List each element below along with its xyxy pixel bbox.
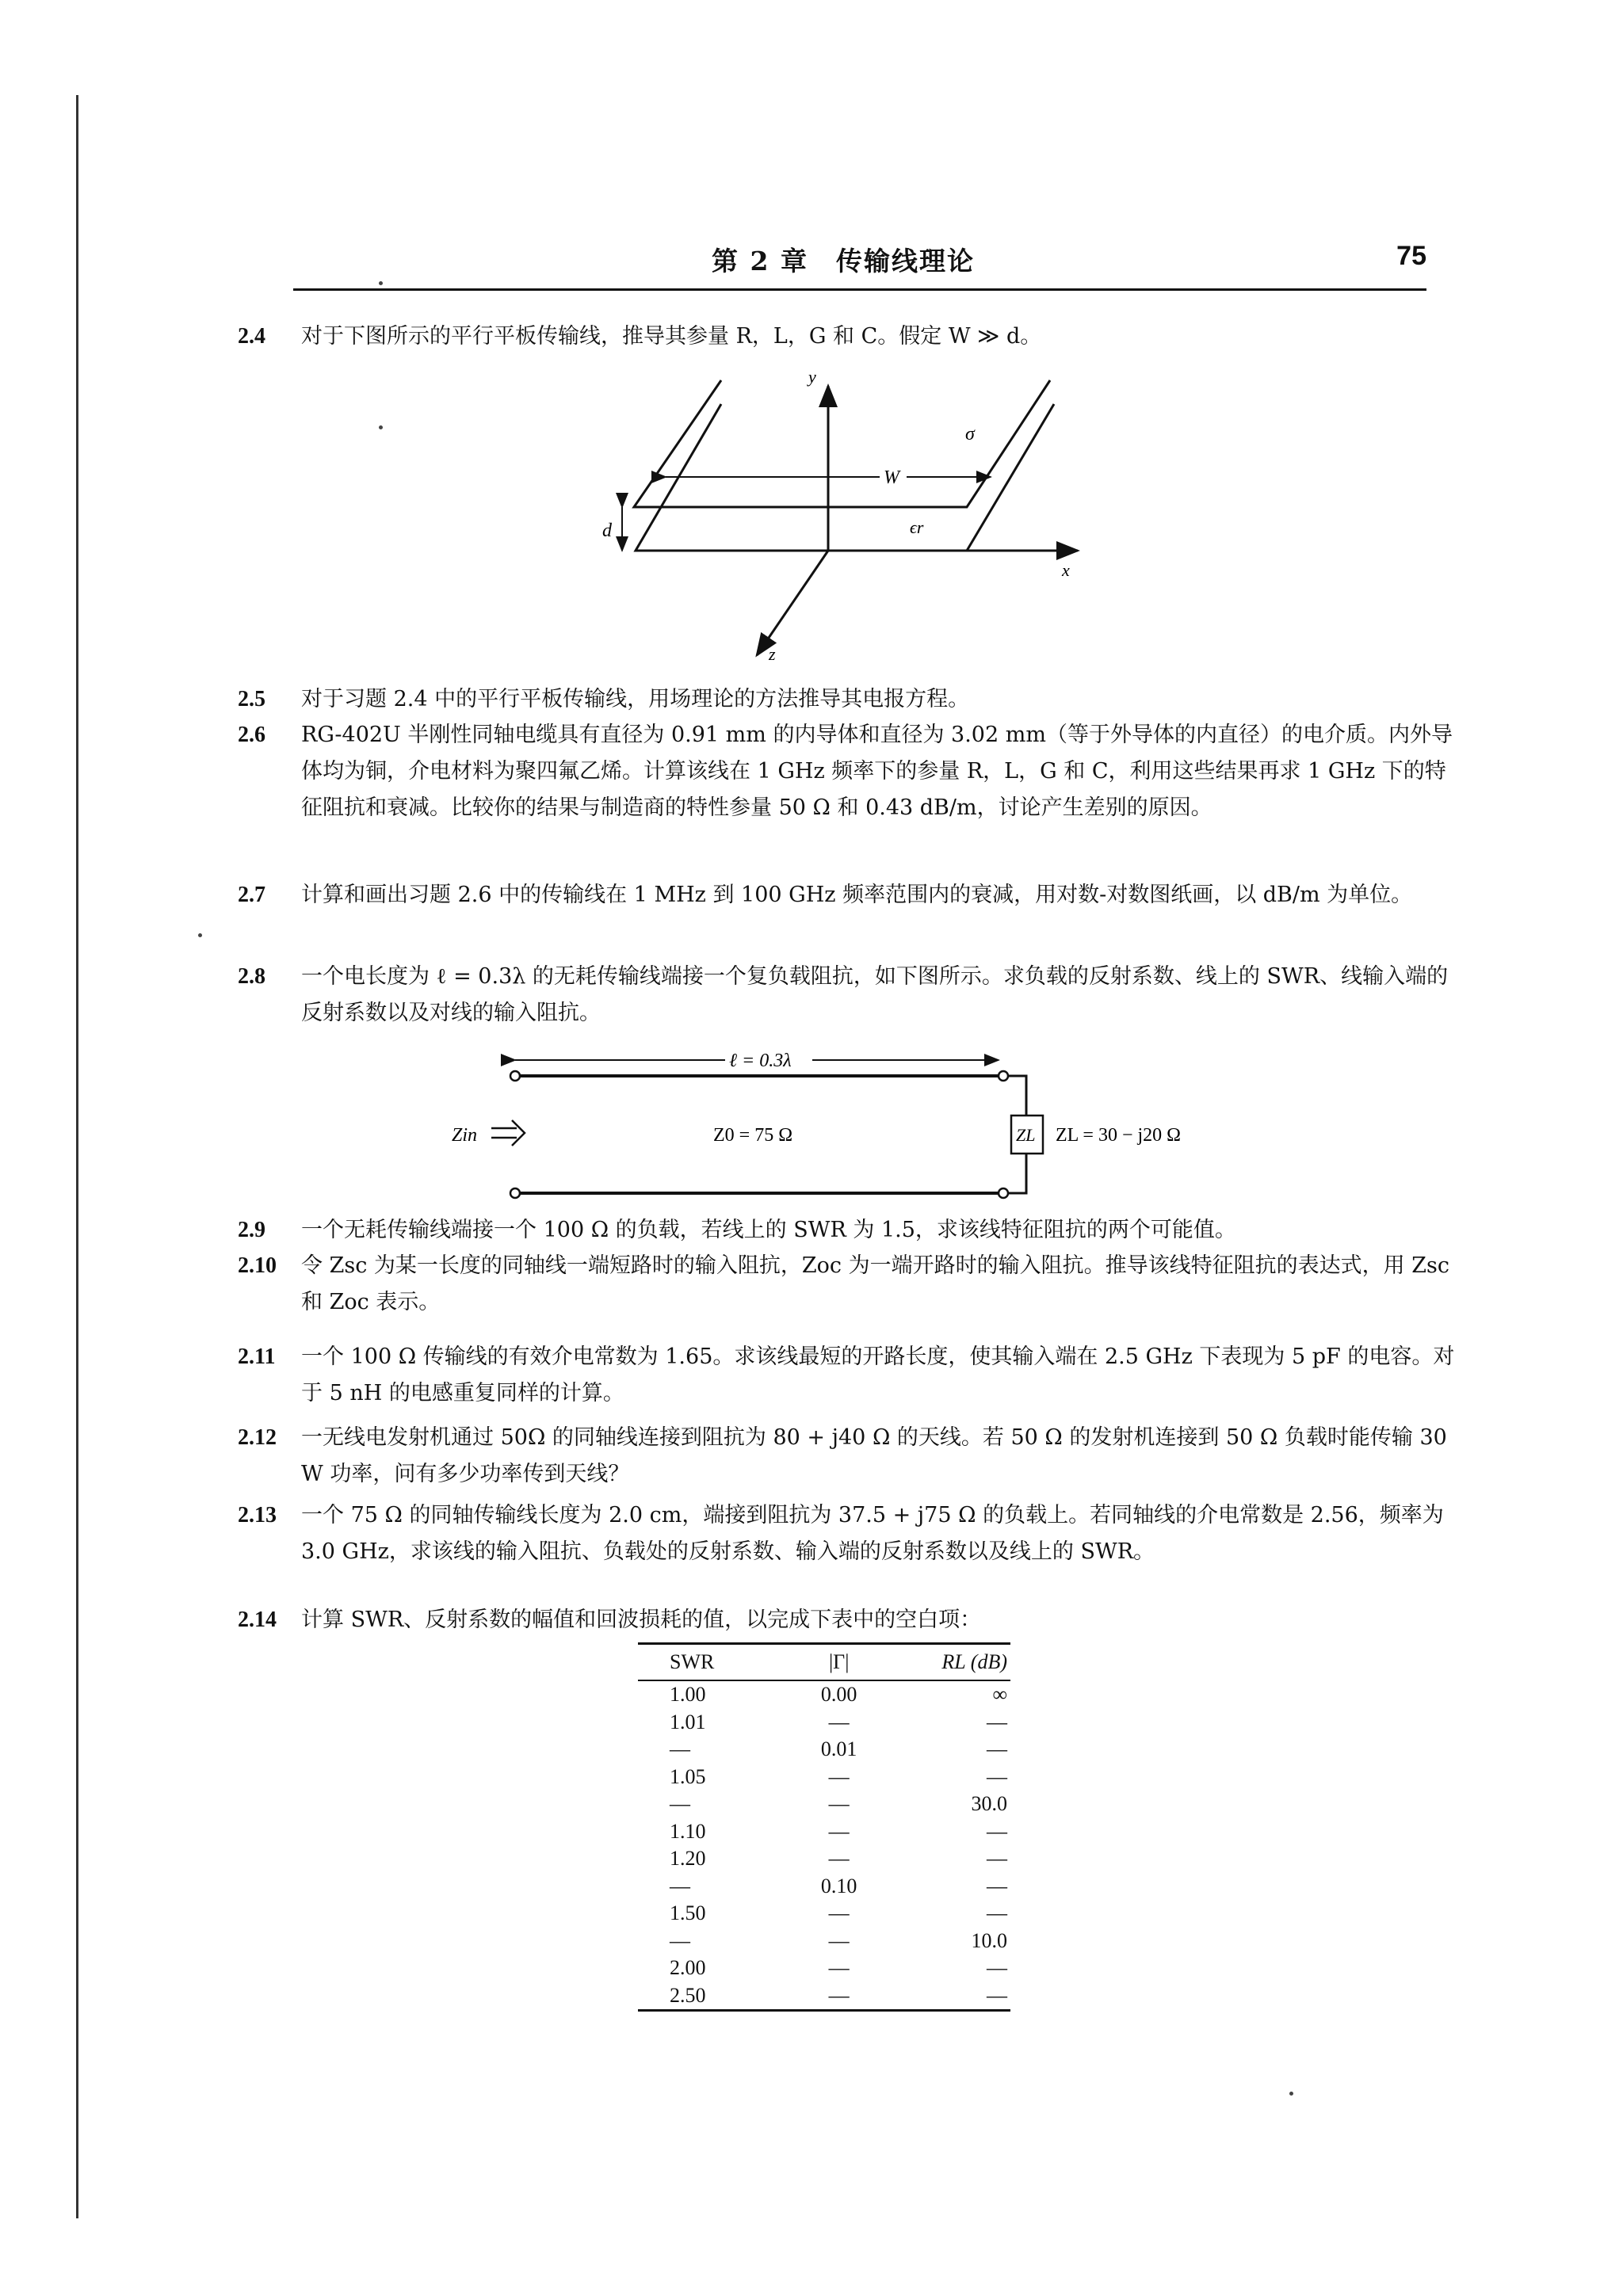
cell-rl: — (987, 1764, 1007, 1788)
top-plate (634, 380, 1050, 507)
cell-swr: 1.10 (670, 1819, 706, 1843)
table-row (638, 1900, 1010, 1928)
cell-rl: — (987, 1874, 1007, 1897)
cell-rl: — (987, 1956, 1007, 1980)
label-zl-box: ZL (1016, 1125, 1036, 1145)
problem-number: 2.12 (238, 1425, 277, 1450)
problem-text: 一无线电发射机通过 50Ω 的同轴线连接到阻抗为 80 + j40 Ω 的天线。若 50 Ω 的发射机连接到 50 Ω 负载时能传输 30 W 功率，问有多少功率传到天线？ (301, 1425, 1447, 1486)
table-row (638, 1955, 1010, 1982)
table-row (638, 1928, 1010, 1955)
problem-2-14 (238, 1602, 1458, 1638)
scan-speck (1289, 2092, 1293, 2096)
cell-gamma: — (828, 1710, 850, 1733)
problem-2-6 (238, 717, 1458, 826)
problem-text: 一个 75 Ω 的同轴传输线长度为 2.0 cm，端接到阻抗为 37.5 + j75 Ω 的负载上。若同轴线的介电常数是 2.56，频率为 3.0 GHz，求该线的输入阻抗、负载处的反射系数、输入端的反射系数以及线上的 SWR。 (301, 1503, 1444, 1564)
table-row (638, 1845, 1010, 1873)
cell-gamma: 0.00 (820, 1683, 857, 1707)
cell-rl: 10.0 (971, 1928, 1007, 1952)
scan-speck (198, 933, 202, 937)
table-row (638, 1764, 1010, 1791)
cell-rl: — (987, 1710, 1007, 1733)
cell-gamma: — (828, 1956, 850, 1980)
cell-rl: ∞ (992, 1683, 1007, 1707)
cell-rl: — (987, 1737, 1007, 1761)
cell-rl: — (987, 1847, 1007, 1871)
problem-2-7 (238, 877, 1458, 913)
cell-gamma: — (828, 1847, 850, 1871)
cell-swr: 2.00 (670, 1956, 706, 1980)
cell-swr: — (670, 1737, 690, 1761)
transmission-line-figure (444, 1038, 1236, 1204)
label-sigma: σ (965, 424, 975, 444)
problem-2-5 (238, 681, 1458, 718)
z-axis (757, 551, 828, 655)
cell-rl: 30.0 (971, 1792, 1007, 1816)
header-rl: RL (dB) (893, 1644, 1010, 1681)
cell-swr: 1.01 (670, 1710, 706, 1733)
problem-2-10 (238, 1248, 1458, 1321)
label-length: ℓ = 0.3λ (729, 1051, 792, 1071)
problem-number: 2.6 (238, 723, 265, 747)
label-permittivity: ϵr (910, 517, 924, 537)
problem-2-9 (238, 1212, 1458, 1249)
swr-table (638, 1642, 1010, 2012)
cell-gamma: — (828, 1928, 850, 1952)
cell-gamma: — (828, 1764, 850, 1788)
cell-gamma: 0.10 (820, 1874, 857, 1897)
cell-gamma: — (828, 1819, 850, 1843)
problem-number: 2.10 (238, 1253, 277, 1278)
table-row (638, 1818, 1010, 1846)
problem-number: 2.11 (238, 1344, 276, 1369)
scan-speck (379, 281, 383, 285)
cell-swr: 1.50 (670, 1901, 706, 1925)
table-row (638, 1791, 1010, 1818)
problem-number: 2.14 (238, 1608, 277, 1632)
label-z0: Z0 = 75 Ω (713, 1125, 793, 1146)
problem-number: 2.13 (238, 1503, 277, 1527)
cell-rl: — (893, 1982, 1010, 2011)
running-header (293, 238, 1426, 291)
table-body (638, 1680, 1010, 2011)
scan-speck (379, 425, 383, 429)
problem-2-13 (238, 1497, 1458, 1570)
problem-2-8 (238, 959, 1458, 1032)
problem-text: 一个 100 Ω 传输线的有效介电常数为 1.65。求该线最短的开路长度，使其输入端在 2.5 GHz 下表现为 5 pF 的电容。对于 5 nH 的电感重复同样的计算。 (301, 1344, 1455, 1405)
cell-swr: — (670, 1792, 690, 1816)
header-gamma: |Γ| (785, 1644, 893, 1681)
problem-number: 2.4 (238, 324, 265, 349)
label-separation: d (602, 521, 612, 541)
label-y: y (808, 368, 816, 387)
cell-rl: — (987, 1901, 1007, 1925)
parallel-plate-figure (586, 368, 1094, 669)
problem-number: 2.5 (238, 687, 265, 711)
problem-text: 一个无耗传输线端接一个 100 Ω 的负载，若线上的 SWR 为 1.5，求该线特征阻抗的两个可能值。 (301, 1218, 1236, 1242)
problem-number: 2.9 (238, 1218, 265, 1242)
label-zl-value: ZL = 30 − j20 Ω (1056, 1125, 1182, 1146)
problem-text: 计算 SWR、反射系数的幅值和回波损耗的值，以完成下表中的空白项： (301, 1608, 982, 1632)
binding-edge-line (76, 95, 78, 2218)
problem-2-12 (238, 1420, 1458, 1493)
table-row (638, 1873, 1010, 1901)
cell-swr: — (670, 1874, 690, 1897)
table-row (638, 1736, 1010, 1764)
problem-text: RG-402U 半刚性同轴电缆具有直径为 0.91 mm 的内导体和直径为 3.02 mm（等于外导体的内直径）的电介质。内外导体均为铜，介电材料为聚四氟乙烯。计算该线在 1 GHz 频率下的参量 R，L，G 和 C，利用这些结果再求 1 GHz 下的特征阻抗和衰减。比较你的结果与制造商的特性参量 50 Ω 和 0.43 dB/m，讨论产生差别的原因。 (301, 723, 1453, 820)
problem-text: 计算和画出习题 2.6 中的传输线在 1 MHz 到 100 GHz 频率范围内的衰减，用对数-对数图纸画，以 dB/m 为单位。 (301, 883, 1413, 907)
cell-gamma: — (785, 1982, 893, 2011)
chapter-title: 第 2 章 传输线理论 (712, 246, 975, 277)
label-width: W (884, 467, 899, 488)
cell-swr: 1.05 (670, 1764, 706, 1788)
cell-swr: 1.00 (670, 1683, 706, 1707)
header-swr: SWR (638, 1644, 785, 1681)
problem-text: 对于习题 2.4 中的平行平板传输线，用场理论的方法推导其电报方程。 (301, 687, 970, 711)
table-row (638, 1709, 1010, 1737)
cell-gamma: — (828, 1901, 850, 1925)
cell-swr: 1.20 (670, 1847, 706, 1871)
label-x: x (1062, 560, 1070, 580)
cell-rl: — (987, 1819, 1007, 1843)
table-row (638, 1982, 1010, 2011)
problem-number: 2.8 (238, 964, 265, 989)
cell-gamma: — (828, 1792, 850, 1816)
problem-2-4 (238, 318, 1458, 355)
cell-swr: — (670, 1928, 690, 1952)
problem-text: 令 Zsc 为某一长度的同轴线一端短路时的输入阻抗，Zoc 为一端开路时的输入阻抗。推导该线特征阻抗的表达式，用 Zsc 和 Zoc 表示。 (301, 1253, 1449, 1314)
problem-2-11 (238, 1339, 1458, 1412)
page-number: 75 (1396, 241, 1426, 271)
cell-gamma: 0.01 (820, 1737, 857, 1761)
problem-number: 2.7 (238, 883, 265, 907)
cell-swr: 2.50 (638, 1982, 785, 2011)
problem-text: 对于下图所示的平行平板传输线，推导其参量 R，L，G 和 C。假定 W ≫ d。 (301, 324, 1042, 349)
label-zin: Zin (452, 1125, 478, 1146)
table-header-row (638, 1644, 1010, 1681)
label-z: z (769, 644, 776, 664)
table-row (638, 1680, 1010, 1709)
problem-text: 一个电长度为 ℓ = 0.3λ 的无耗传输线端接一个复负载阻抗，如下图所示。求负载的反射系数、线上的 SWR、线输入端的反射系数以及对线的输入阻抗。 (301, 964, 1449, 1025)
